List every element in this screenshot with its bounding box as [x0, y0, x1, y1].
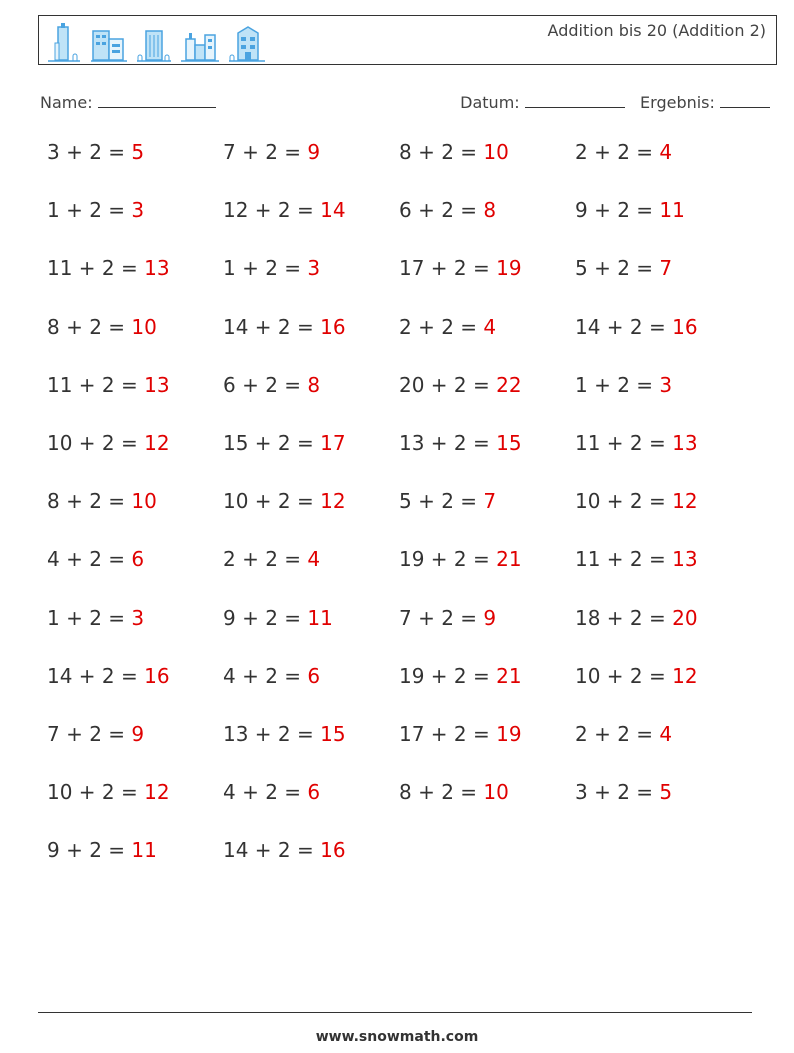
problem-question: 2 + 2 = [223, 547, 302, 572]
tower-building-icon [136, 23, 172, 63]
problem-question: 14 + 2 = [47, 663, 138, 688]
problem-question: 8 + 2 = [399, 780, 478, 805]
problem-question: 2 + 2 = [575, 722, 654, 746]
problem-item [223, 373, 320, 397]
problem-question: 19 + 2 = [399, 663, 490, 688]
problem-answer: 13 [672, 547, 698, 572]
problem-question: 7 + 2 = [399, 605, 478, 630]
problem-question: 1 + 2 = [47, 198, 126, 223]
problem-item [575, 780, 672, 804]
problem-item [223, 780, 320, 804]
problem-question: 9 + 2 = [47, 838, 126, 863]
problem-answer: 6 [131, 547, 145, 572]
problem-question: 14 + 2 = [575, 314, 666, 339]
problem-answer: 4 [483, 314, 497, 339]
problem-answer: 10 [483, 780, 509, 805]
problem-item [47, 780, 170, 804]
problem-question: 10 + 2 = [575, 489, 666, 514]
problem-item [47, 198, 144, 222]
problem-question: 6 + 2 = [223, 372, 302, 397]
problem-question: 4 + 2 = [223, 780, 302, 805]
problem-question: 20 + 2 = [399, 372, 490, 397]
problem-answer: 16 [320, 838, 346, 863]
problem-question: 1 + 2 = [575, 372, 654, 397]
problem-answer: 12 [672, 489, 698, 514]
footer-url: www.snowmath.com [315, 1029, 479, 1045]
problem-question: 14 + 2 = [223, 838, 314, 863]
problem-answer: 11 [131, 838, 157, 863]
problem-item [47, 489, 157, 513]
date-result-fields [460, 93, 770, 112]
problem-item [575, 315, 698, 339]
problem-answer: 3 [307, 256, 321, 281]
office-buildings-icon [90, 23, 128, 63]
problem-item [223, 140, 320, 164]
problem-answer: 9 [307, 140, 321, 164]
problem-question: 10 + 2 = [223, 489, 314, 514]
problem-answer: 21 [496, 547, 522, 572]
problem-question: 14 + 2 = [223, 314, 314, 339]
problem-item [47, 315, 157, 339]
problem-question: 3 + 2 = [575, 780, 654, 805]
skyscraper-icon [46, 23, 82, 63]
problem-item [399, 606, 496, 630]
problem-item [47, 140, 144, 164]
problem-question: 15 + 2 = [223, 431, 314, 455]
problem-answer: 4 [659, 722, 673, 746]
problem-item [223, 256, 320, 280]
problem-item [47, 606, 144, 630]
problem-question: 11 + 2 = [575, 547, 666, 572]
problem-answer: 6 [307, 780, 321, 805]
problem-question: 1 + 2 = [223, 256, 302, 281]
problem-item [399, 547, 522, 571]
problem-question: 4 + 2 = [223, 663, 302, 688]
problem-item [47, 431, 170, 455]
date-blank[interactable] [525, 93, 625, 108]
problem-item [399, 198, 496, 222]
problem-question: 6 + 2 = [399, 198, 478, 223]
problem-answer: 16 [144, 663, 170, 688]
problem-item [223, 722, 346, 746]
problem-item [399, 315, 496, 339]
problem-answer: 9 [483, 605, 497, 630]
problem-answer: 5 [659, 780, 673, 805]
worksheet-header [38, 15, 777, 65]
result-label: Ergebnis: [640, 93, 715, 112]
problem-answer: 5 [131, 140, 145, 164]
problem-answer: 22 [496, 372, 522, 397]
problem-item [399, 431, 522, 455]
problem-question: 9 + 2 = [223, 605, 302, 630]
problem-item [47, 664, 170, 688]
problem-item [575, 256, 672, 280]
problem-answer: 7 [483, 489, 497, 514]
problem-answer: 8 [483, 198, 497, 223]
problem-answer: 13 [144, 372, 170, 397]
date-label: Datum: [460, 93, 520, 112]
problem-question: 10 + 2 = [47, 780, 138, 805]
problem-answer: 11 [659, 198, 685, 223]
problem-question: 18 + 2 = [575, 605, 666, 630]
problem-answer: 3 [131, 605, 145, 630]
problem-answer: 19 [496, 256, 522, 281]
problem-question: 10 + 2 = [47, 431, 138, 455]
problem-question: 12 + 2 = [223, 198, 314, 223]
problem-item [47, 722, 144, 746]
problem-answer: 3 [659, 372, 673, 397]
problem-item [575, 722, 672, 746]
problem-item [399, 373, 522, 397]
problem-item [47, 838, 157, 862]
problem-answer: 10 [483, 140, 509, 164]
problem-item [399, 780, 509, 804]
problem-question: 19 + 2 = [399, 547, 490, 572]
problem-question: 13 + 2 = [399, 431, 490, 455]
problem-answer: 8 [307, 372, 321, 397]
problem-question: 7 + 2 = [47, 722, 126, 746]
problem-item [575, 140, 672, 164]
problem-question: 17 + 2 = [399, 256, 490, 281]
problem-item [399, 256, 522, 280]
problem-question: 11 + 2 = [47, 372, 138, 397]
problem-item [47, 547, 144, 571]
result-blank[interactable] [720, 93, 770, 108]
problem-answer: 6 [307, 663, 321, 688]
problem-question: 9 + 2 = [575, 198, 654, 223]
problem-item [575, 547, 698, 571]
problem-answer: 7 [659, 256, 673, 281]
problem-answer: 16 [320, 314, 346, 339]
problem-item [47, 373, 170, 397]
problem-answer: 10 [131, 489, 157, 514]
problem-question: 13 + 2 = [223, 722, 314, 746]
problem-item [223, 664, 320, 688]
problem-question: 2 + 2 = [575, 140, 654, 164]
problem-question: 11 + 2 = [575, 431, 666, 455]
problem-question: 5 + 2 = [399, 489, 478, 514]
problem-answer: 11 [307, 605, 333, 630]
problem-answer: 10 [131, 314, 157, 339]
problem-item [575, 489, 698, 513]
problem-answer: 15 [320, 722, 346, 746]
problem-answer: 4 [307, 547, 321, 572]
name-field [40, 93, 216, 112]
problem-question: 5 + 2 = [575, 256, 654, 281]
footer-divider [38, 1012, 752, 1013]
problem-item [399, 664, 522, 688]
problem-question: 8 + 2 = [47, 489, 126, 514]
problem-answer: 12 [144, 431, 170, 455]
problem-answer: 16 [672, 314, 698, 339]
problem-question: 7 + 2 = [223, 140, 302, 164]
name-blank[interactable] [98, 93, 216, 108]
problem-answer: 13 [144, 256, 170, 281]
problem-question: 10 + 2 = [575, 663, 666, 688]
problem-item [223, 315, 346, 339]
problem-answer: 9 [131, 722, 145, 746]
problem-question: 3 + 2 = [47, 140, 126, 164]
problem-answer: 12 [320, 489, 346, 514]
problem-item [575, 606, 698, 630]
problem-answer: 12 [672, 663, 698, 688]
problem-answer: 20 [672, 605, 698, 630]
problem-question: 17 + 2 = [399, 722, 490, 746]
problem-answer: 17 [320, 431, 346, 455]
problem-answer: 19 [496, 722, 522, 746]
problem-item [399, 722, 522, 746]
problem-answer: 3 [131, 198, 145, 223]
problem-item [575, 431, 698, 455]
problem-question: 1 + 2 = [47, 605, 126, 630]
problem-item [575, 664, 698, 688]
problem-item [223, 198, 346, 222]
worksheet-title: Addition bis 20 (Addition 2) [547, 21, 766, 40]
problem-answer: 12 [144, 780, 170, 805]
problem-item [223, 606, 333, 630]
problem-item [223, 431, 346, 455]
problem-item [575, 198, 685, 222]
name-label: Name: [40, 93, 93, 112]
problem-item [47, 256, 170, 280]
problem-answer: 21 [496, 663, 522, 688]
problem-question: 4 + 2 = [47, 547, 126, 572]
problem-item [223, 547, 320, 571]
problem-answer: 4 [659, 140, 673, 164]
problem-item [223, 838, 346, 862]
problem-item [575, 373, 672, 397]
problem-question: 8 + 2 = [399, 140, 478, 164]
problem-question: 11 + 2 = [47, 256, 138, 281]
problem-answer: 13 [672, 431, 698, 455]
problem-item [223, 489, 346, 513]
problem-item [399, 489, 496, 513]
city-buildings-icon [180, 23, 220, 63]
apartment-building-icon [228, 23, 266, 63]
header-icons [46, 21, 266, 63]
problem-answer: 14 [320, 198, 346, 223]
problem-answer: 15 [496, 431, 522, 455]
problem-question: 8 + 2 = [47, 314, 126, 339]
problem-item [399, 140, 509, 164]
problem-question: 2 + 2 = [399, 314, 478, 339]
